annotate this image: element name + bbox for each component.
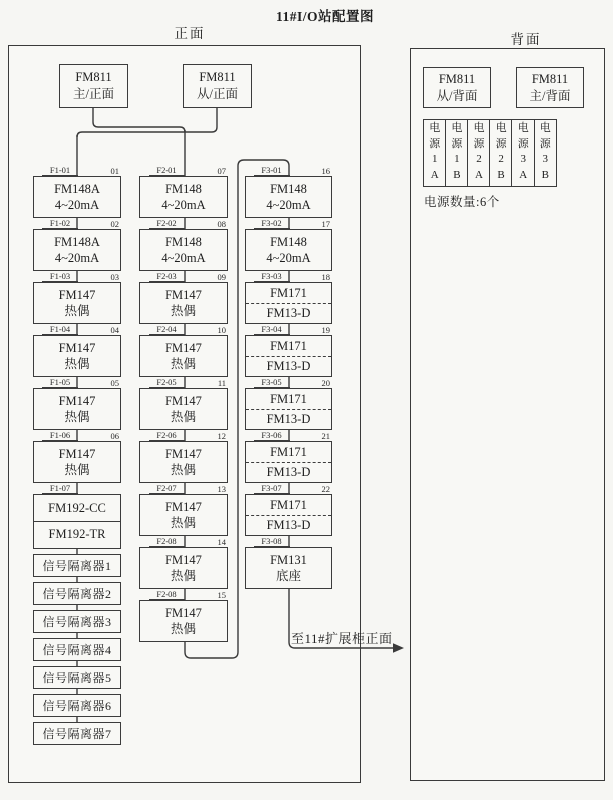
module-line: FM171 bbox=[270, 285, 307, 300]
power-cell-char: 电 bbox=[517, 122, 529, 134]
module-line: FM171 bbox=[270, 338, 307, 353]
module-line: 热偶 bbox=[170, 463, 196, 477]
module-slot-label: F2-04 bbox=[149, 324, 185, 335]
power-cell bbox=[489, 119, 513, 187]
power-cell-char: 源 bbox=[517, 137, 529, 150]
power-cell bbox=[423, 119, 447, 187]
signal-isolator: 信号隔离器4 bbox=[33, 638, 121, 661]
power-cell-char: 电 bbox=[495, 122, 507, 134]
power-cell-char: B bbox=[497, 168, 505, 181]
module-line: FM147 bbox=[165, 499, 202, 514]
module-line: FM147 bbox=[165, 393, 202, 408]
module-line: FM192-CC bbox=[48, 500, 106, 515]
front-panel-label: 正面 bbox=[174, 26, 206, 41]
module-number: 21 bbox=[321, 431, 330, 441]
module-line: FM147 bbox=[58, 393, 96, 408]
module-number: 09 bbox=[217, 272, 226, 282]
module-slot-label: F2-06 bbox=[149, 430, 185, 441]
module-number: 15 bbox=[217, 590, 226, 600]
power-cell-char: 电 bbox=[539, 122, 551, 134]
module-line: FM147 bbox=[165, 605, 202, 620]
module-line: FM147 bbox=[165, 446, 202, 461]
module-slot-label: F3-07 bbox=[254, 483, 290, 494]
controller-line: 主/背面 bbox=[529, 88, 571, 103]
module-number: 20 bbox=[321, 378, 330, 388]
power-cell bbox=[534, 119, 558, 187]
module-slot-label: F2-08 bbox=[149, 536, 185, 547]
module-line: 底座 bbox=[275, 569, 301, 583]
module-line: FM171 bbox=[270, 391, 307, 406]
signal-isolator: 信号隔离器5 bbox=[33, 666, 121, 689]
diagram-title: 11#I/O站配置图 bbox=[275, 9, 374, 24]
module-number: 10 bbox=[217, 325, 226, 335]
module-slot-label: F1-05 bbox=[42, 377, 78, 388]
module-number: 16 bbox=[321, 166, 330, 176]
power-cell-char: 2 bbox=[498, 153, 504, 165]
module-number: 05 bbox=[110, 378, 119, 388]
module-line: 热偶 bbox=[170, 622, 196, 636]
module-line: 热偶 bbox=[64, 410, 90, 424]
signal-isolator: 信号隔离器1 bbox=[33, 554, 121, 577]
power-cell-char: 2 bbox=[476, 153, 482, 165]
module-line: FM147 bbox=[58, 446, 96, 461]
module-number: 13 bbox=[217, 484, 226, 494]
module-line: FM13-D bbox=[246, 462, 331, 483]
module-number: 07 bbox=[217, 166, 226, 176]
power-cell-char: 电 bbox=[429, 122, 441, 134]
arrow-head bbox=[393, 643, 404, 653]
power-note: 电源数量:6个 bbox=[424, 195, 500, 209]
module-number: 02 bbox=[110, 219, 119, 229]
power-cell bbox=[467, 119, 491, 187]
module-slot-label: F1-04 bbox=[42, 324, 78, 335]
module-slot-label: F3-01 bbox=[254, 165, 290, 176]
module-slot-label: F2-03 bbox=[149, 271, 185, 282]
module-line: FM148 bbox=[165, 181, 202, 196]
module-line: 热偶 bbox=[170, 304, 196, 318]
power-cell-char: 源 bbox=[429, 137, 441, 150]
module-line: FM148 bbox=[165, 234, 202, 249]
module-line: FM148 bbox=[270, 181, 307, 196]
power-cell bbox=[511, 119, 535, 187]
module-slot-label: F3-05 bbox=[254, 377, 290, 388]
module-line: 4~20mA bbox=[54, 251, 100, 265]
module-line: 热偶 bbox=[64, 304, 90, 318]
signal-isolator: 信号隔离器2 bbox=[33, 582, 121, 605]
module-slot-label: F1-07 bbox=[42, 483, 78, 494]
signal-isolator: 信号隔离器6 bbox=[33, 694, 121, 717]
module-line: 热偶 bbox=[170, 357, 196, 371]
power-row bbox=[423, 119, 557, 187]
power-cell-char: 源 bbox=[451, 137, 463, 150]
module-number: 06 bbox=[110, 431, 119, 441]
power-cell-char: 源 bbox=[473, 137, 485, 150]
module-number: 14 bbox=[217, 537, 226, 547]
module-line: FM147 bbox=[58, 340, 96, 355]
module-slot-label: F2-08 bbox=[149, 589, 185, 600]
module-line: FM13-D bbox=[246, 515, 331, 536]
module-line: FM171 bbox=[270, 497, 307, 512]
module-number: 08 bbox=[217, 219, 226, 229]
wire-master-to-col2 bbox=[93, 107, 185, 132]
module-slot-label: F1-06 bbox=[42, 430, 78, 441]
module-line: FM147 bbox=[165, 552, 202, 567]
module-number: 22 bbox=[321, 484, 330, 494]
wire-col2-to-col3-loop bbox=[185, 160, 289, 658]
back-panel-label: 背面 bbox=[510, 32, 542, 47]
signal-isolator: 信号隔离器3 bbox=[33, 610, 121, 633]
module-number: 18 bbox=[321, 272, 330, 282]
module-number: 12 bbox=[217, 431, 226, 441]
controller-line: 从/正面 bbox=[197, 87, 238, 101]
module-number: 17 bbox=[321, 219, 330, 229]
module-slot-label: F3-02 bbox=[254, 218, 290, 229]
controller-fm811-slave-front bbox=[183, 64, 252, 108]
controller-line: FM811 bbox=[199, 70, 236, 84]
module-slot-label: F2-01 bbox=[149, 165, 185, 176]
module-line: FM147 bbox=[58, 287, 96, 302]
module-slot-label: F1-01 bbox=[42, 165, 78, 176]
expansion-arrow-label: 至11#扩展柜正面 bbox=[291, 631, 393, 646]
controller-line: FM811 bbox=[531, 71, 569, 86]
module-number: 01 bbox=[110, 166, 119, 176]
module-line: FM148A bbox=[54, 181, 100, 196]
power-cell-char: A bbox=[430, 168, 439, 181]
power-cell-char: A bbox=[519, 168, 528, 181]
module-slot-label: F1-03 bbox=[42, 271, 78, 282]
module-slot-label: F2-02 bbox=[149, 218, 185, 229]
power-cell-char: 1 bbox=[454, 153, 460, 165]
module-slot-label: F2-07 bbox=[149, 483, 185, 494]
module-number: 19 bbox=[321, 325, 330, 335]
module-number: 04 bbox=[110, 325, 119, 335]
controller-line: 从/背面 bbox=[436, 88, 478, 103]
module-line: 热偶 bbox=[64, 357, 90, 371]
module-slot-label: F2-05 bbox=[149, 377, 185, 388]
module-line: FM147 bbox=[165, 340, 202, 355]
power-cell-char: 1 bbox=[432, 153, 438, 165]
module-slot-label: F3-04 bbox=[254, 324, 290, 335]
power-cell-char: 3 bbox=[520, 153, 526, 165]
power-cell-char: 电 bbox=[451, 122, 463, 134]
power-cell-char: 源 bbox=[539, 137, 551, 150]
module-line: 热偶 bbox=[170, 569, 196, 583]
module-line: FM13-D bbox=[246, 356, 331, 377]
module-line: 4~20mA bbox=[266, 198, 311, 212]
module-slot-label: F1-02 bbox=[42, 218, 78, 229]
module-line: 热偶 bbox=[170, 410, 196, 424]
module-slot-label: F3-03 bbox=[254, 271, 290, 282]
power-cell-char: A bbox=[474, 168, 483, 181]
module-line: 热偶 bbox=[170, 516, 196, 530]
module-line: FM171 bbox=[270, 444, 307, 459]
module-number: 11 bbox=[217, 378, 226, 388]
controller-fm811-slave-back bbox=[423, 67, 491, 108]
module-line: FM148A bbox=[54, 234, 100, 249]
power-cell-char: 电 bbox=[473, 122, 485, 134]
power-cell-char: 源 bbox=[495, 137, 507, 150]
module-line: FM13-D bbox=[246, 303, 331, 324]
controller-line: 主/正面 bbox=[73, 87, 114, 101]
module-slot-label: F3-06 bbox=[254, 430, 290, 441]
module-number: 03 bbox=[110, 272, 119, 282]
module-line: 4~20mA bbox=[161, 198, 206, 212]
power-cell-char: 3 bbox=[542, 153, 549, 165]
controller-fm811-master-front bbox=[59, 64, 128, 108]
module-line: FM192-TR bbox=[48, 527, 106, 542]
module-line: 4~20mA bbox=[54, 198, 100, 212]
module-line: 4~20mA bbox=[161, 251, 206, 265]
controller-line: FM811 bbox=[438, 71, 476, 86]
power-cell-char: B bbox=[541, 168, 549, 181]
power-cell-char: B bbox=[453, 168, 461, 181]
signal-isolator: 信号隔离器7 bbox=[33, 722, 121, 745]
module-line: FM131 bbox=[270, 552, 307, 567]
module-line: FM147 bbox=[165, 287, 202, 302]
module-line: 热偶 bbox=[64, 463, 90, 477]
controller-fm811-master-back bbox=[516, 67, 584, 108]
power-cell bbox=[445, 119, 469, 187]
module-slot-label: F3-08 bbox=[254, 536, 290, 547]
controller-line: FM811 bbox=[75, 70, 112, 84]
module-line: FM148 bbox=[270, 234, 307, 249]
wire-slave-to-col1 bbox=[77, 107, 217, 137]
module-line: 4~20mA bbox=[266, 251, 311, 265]
module-line: FM13-D bbox=[246, 409, 331, 430]
